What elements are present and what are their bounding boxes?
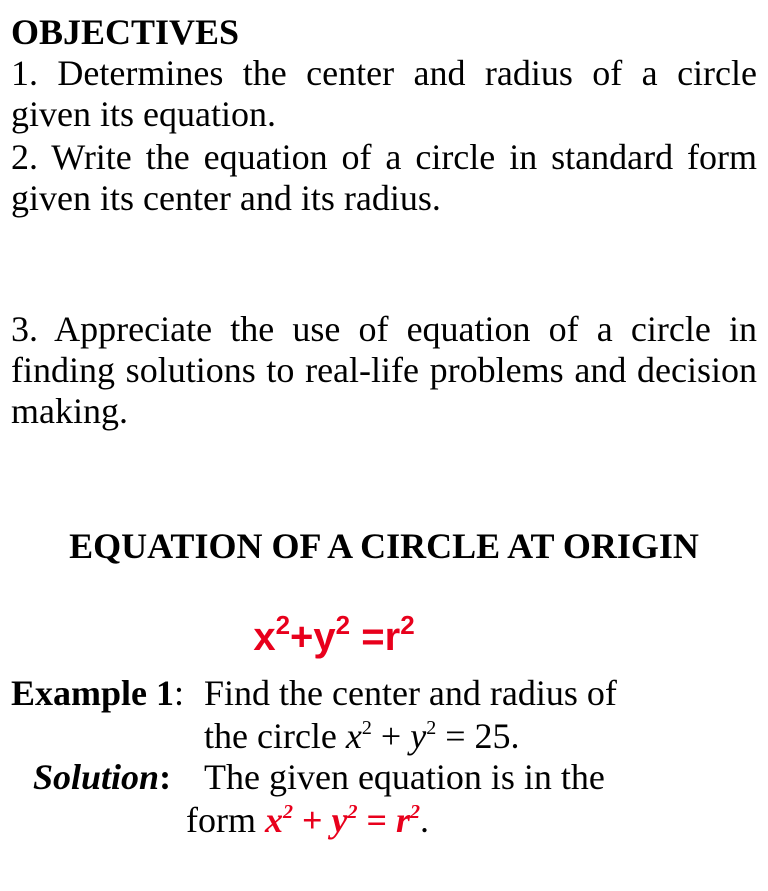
solution-line-1: The given equation is in the <box>204 757 605 797</box>
example-line2-prefix: the circle <box>204 716 346 756</box>
solution-plus: + <box>292 800 332 840</box>
solution-r: r <box>396 800 411 840</box>
formula-y: y <box>313 615 336 659</box>
solution-label-colon: : <box>159 757 172 797</box>
example-x-exponent: 2 <box>361 717 372 739</box>
formula-x: x <box>253 615 276 659</box>
formula-y-exponent: 2 <box>335 610 351 640</box>
example-y-exponent: 2 <box>426 717 437 739</box>
solution-equals: = <box>357 800 396 840</box>
formula-r-exponent: 2 <box>400 610 415 640</box>
solution-label <box>33 757 171 798</box>
formula-r: r <box>384 615 401 659</box>
objective-item-3: 3. Appreciate the use of equation of a circle in finding solutions to real-life problems and decision making. <box>11 309 757 431</box>
circle-formula <box>0 612 668 662</box>
formula-x-exponent: 2 <box>275 610 291 640</box>
example-line-1: Find the center and radius of <box>204 673 617 713</box>
example-label-colon: : <box>174 673 185 713</box>
solution-y-exponent: 2 <box>347 801 358 823</box>
objective-item-2: 2. Write the equation of a circle in standard form given its center and its radius. <box>11 137 757 218</box>
section-title: EQUATION OF A CIRCLE AT ORIGIN <box>69 526 699 566</box>
example-line-2 <box>204 716 520 757</box>
solution-line-2 <box>186 800 429 841</box>
formula-equals: = <box>361 615 385 659</box>
solution-r-exponent: 2 <box>410 801 421 823</box>
example-y: y <box>410 716 427 756</box>
solution-line2-prefix: form <box>186 800 265 840</box>
solution-period: . <box>420 800 430 840</box>
solution-label-text: Solution <box>33 757 160 797</box>
solution-y: y <box>331 800 348 840</box>
solution-x: x <box>264 800 283 840</box>
objectives-heading: OBJECTIVES <box>11 12 240 52</box>
example-x: x <box>345 716 362 756</box>
solution-x-exponent: 2 <box>282 801 293 823</box>
formula-plus: + <box>290 615 314 659</box>
objective-item-1: 1. Determines the center and radius of a circle given its equation. <box>11 53 757 134</box>
example-label <box>11 673 184 714</box>
example-label-text: Example 1 <box>11 673 175 713</box>
example-plus: + <box>371 716 411 756</box>
example-equals-value: = 25. <box>436 716 520 756</box>
